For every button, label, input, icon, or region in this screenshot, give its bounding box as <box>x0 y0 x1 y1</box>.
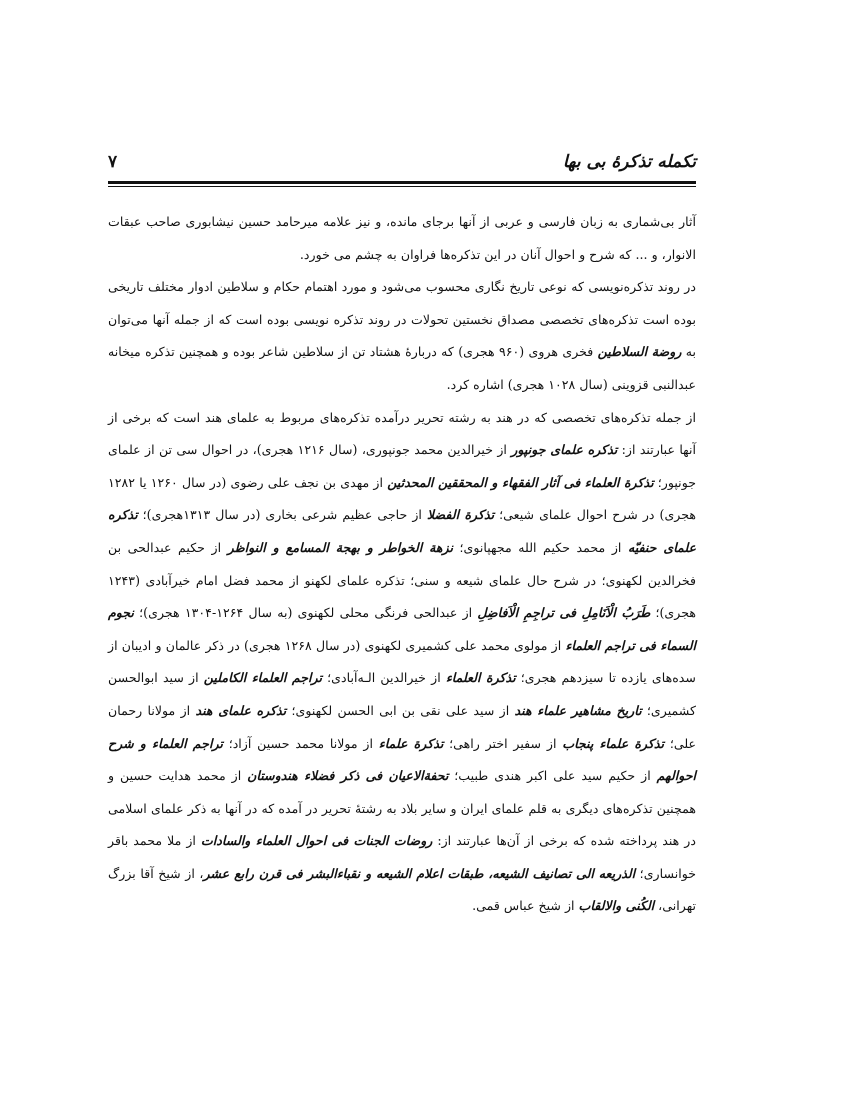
book-title: تذکرة علماء پنجاب <box>562 735 665 751</box>
text-run: از مهدی بن نجف علی رضوی (در سال ۱۲۶۰ یا ۱۲۸۲ هجری) در شرح احوال علمای شیعی؛ <box>108 474 697 523</box>
text-run: از حکیم سید علی اکبر هندی طبیب؛ <box>448 768 657 784</box>
book-title: تذکرة العلماء <box>445 670 516 686</box>
text-run: از جمله تذکره‌های تخصصی که در هند به رشته تحریر درآمده تذکره‌های مربوط به علمای هند است که برخی از آنها عبارتند از: <box>108 409 696 458</box>
text-run: از محمد حکیم الله مجهپانوی؛ <box>453 539 628 555</box>
book-title: تراجم العلماء الکاملین <box>203 670 323 686</box>
book-title: روضات الجنات فی احوال العلماء والسادات <box>200 833 433 849</box>
book-title: تذکرة الفضلا <box>426 507 495 523</box>
book-title: الکُنی والالقاب <box>578 898 655 914</box>
text-run: ، از شیخ آقا بزرگ تهرانی، <box>108 865 696 914</box>
text-run: از خیرالدین محمد جونپوری، (سال ۱۲۱۶ هجری)، در احوال سی تن از علمای جونپور؛ <box>108 442 696 490</box>
header-rule-thick <box>108 181 696 184</box>
text-run: فخری هروی (۹۶۰ هجری) که دربارهٔ هشتاد تن از سلاطین شاعر بوده و همچنین تذکره میخانه عبدالنبی قزوینی (سال ۱۰۲۸ هجری) اشاره کرد. <box>108 344 696 392</box>
text-run: از ملا محمد باقر خوانساری؛ <box>108 833 696 881</box>
body-text <box>108 206 696 923</box>
paragraph <box>108 206 696 271</box>
text-run: از حکیم عبدالحی بن فخرالدین لکهنوی؛ در شرح حال علمای شیعه و سنی؛ تذکره علمای لکهنو از محمد فضل امام خیرآبادی (۱۲۴۳ هجری)؛ <box>108 539 697 621</box>
book-title: الذریعه الی تصانیف الشیعه، طبقات اعلام الشیعه و نقباءالبشر فی قرن رابع عشر <box>203 865 636 881</box>
paragraph <box>108 271 696 401</box>
text-run: از سید ابوالحسن کشمیری؛ <box>108 670 697 718</box>
book-title: تراجم العلماء و شرح احوالهم <box>108 735 696 784</box>
page-number: ۷ <box>108 152 118 172</box>
book-title: نزهة الخواطر و بهجة المسامع و النواظر <box>227 539 454 555</box>
book-title: تحفةالاعیان فی ذکر فضلاء هندوستان <box>247 768 449 784</box>
text-run: در روند تذکره‌نویسی که نوعی تاریخ نگاری محسوب می‌شود و مورد اهتمام حکام و سلاطین ادوار مختلف تاریخی بوده است تذکره‌های تخصصی مصداق نخستین تحولات در روند تذکره نویسی بوده است که از جمله آنها می‌توان به <box>108 279 696 360</box>
book-title: نجوم السماء فی تراجم العلماء <box>108 605 696 653</box>
running-title: تکمله تذکرهٔ بی بها <box>562 152 696 172</box>
page-header <box>108 152 696 178</box>
text-run: از حاجی عظیم شرعی بخاری (در سال ۱۳۱۳هجری)؛ <box>137 507 427 523</box>
book-title: تذکره علمای حنفیّه <box>108 507 697 555</box>
text-run: از مولانا رحمان علی؛ <box>108 702 697 751</box>
book-title: تذکره علمای هند <box>195 702 287 718</box>
text-run: از محمد هدایت حسین و همچنین تذکره‌های دیگری به قلم علمای ایران و سایر بلاد به رشتهٔ تحریر در آمده که در آنها به ذکر علمای اسلامی در هند پرداخته شده که برخی از آن‌ها عبارتند از: <box>108 768 696 849</box>
book-title: روضة السلاطین <box>597 344 682 360</box>
text-run: از مولانا محمد حسین آزاد؛ <box>222 735 379 751</box>
paragraph <box>108 402 696 924</box>
text-run: آثار بی‌شماری به زبان فارسی و عربی از آنها برجای مانده، و نیز علامه میرحامد حسین نیشابوری صاحب عبقات الانوار، و ... که شرح و احوال آنان در این تذکره‌ها فراوان به چشم می خورد. <box>108 214 696 262</box>
text-run: از عبدالحی فرنگی محلی لکهنوی (به سال ۱۲۶۴-۱۳۰۴ هجری)؛ <box>133 605 478 621</box>
book-title: تذکرة علماء <box>378 735 444 751</box>
book-title: تذکره علمای جونپور <box>511 442 618 458</box>
header-rule-thin <box>108 186 696 187</box>
book-title: تاریخ مشاهیر علماء هند <box>514 702 642 718</box>
text-run: از خیرالدین الـه‌آبادی؛ <box>322 670 446 686</box>
text-run: از مولوی محمد علی کشمیری لکهنوی (در سال ۱۲۶۸ هجری) در ذکر عالمان و ادیبان از سده‌های یازده تا سیزدهم هجری؛ <box>108 637 696 686</box>
text-run: از شیخ عباس قمی. <box>472 898 579 914</box>
book-title: طَرَبُ الْاَنَامِلِ فی تراجِمِ الْاَفاضِلِ <box>477 605 651 621</box>
text-run: از سید علی نقی بن ابی الحسن لکهنوی؛ <box>286 702 515 718</box>
text-run: از سفیر اختر راهی؛ <box>443 735 563 751</box>
book-title: تذکرة العلماء فی آثار الفقهاء و المحققین المحدثین <box>387 474 654 490</box>
